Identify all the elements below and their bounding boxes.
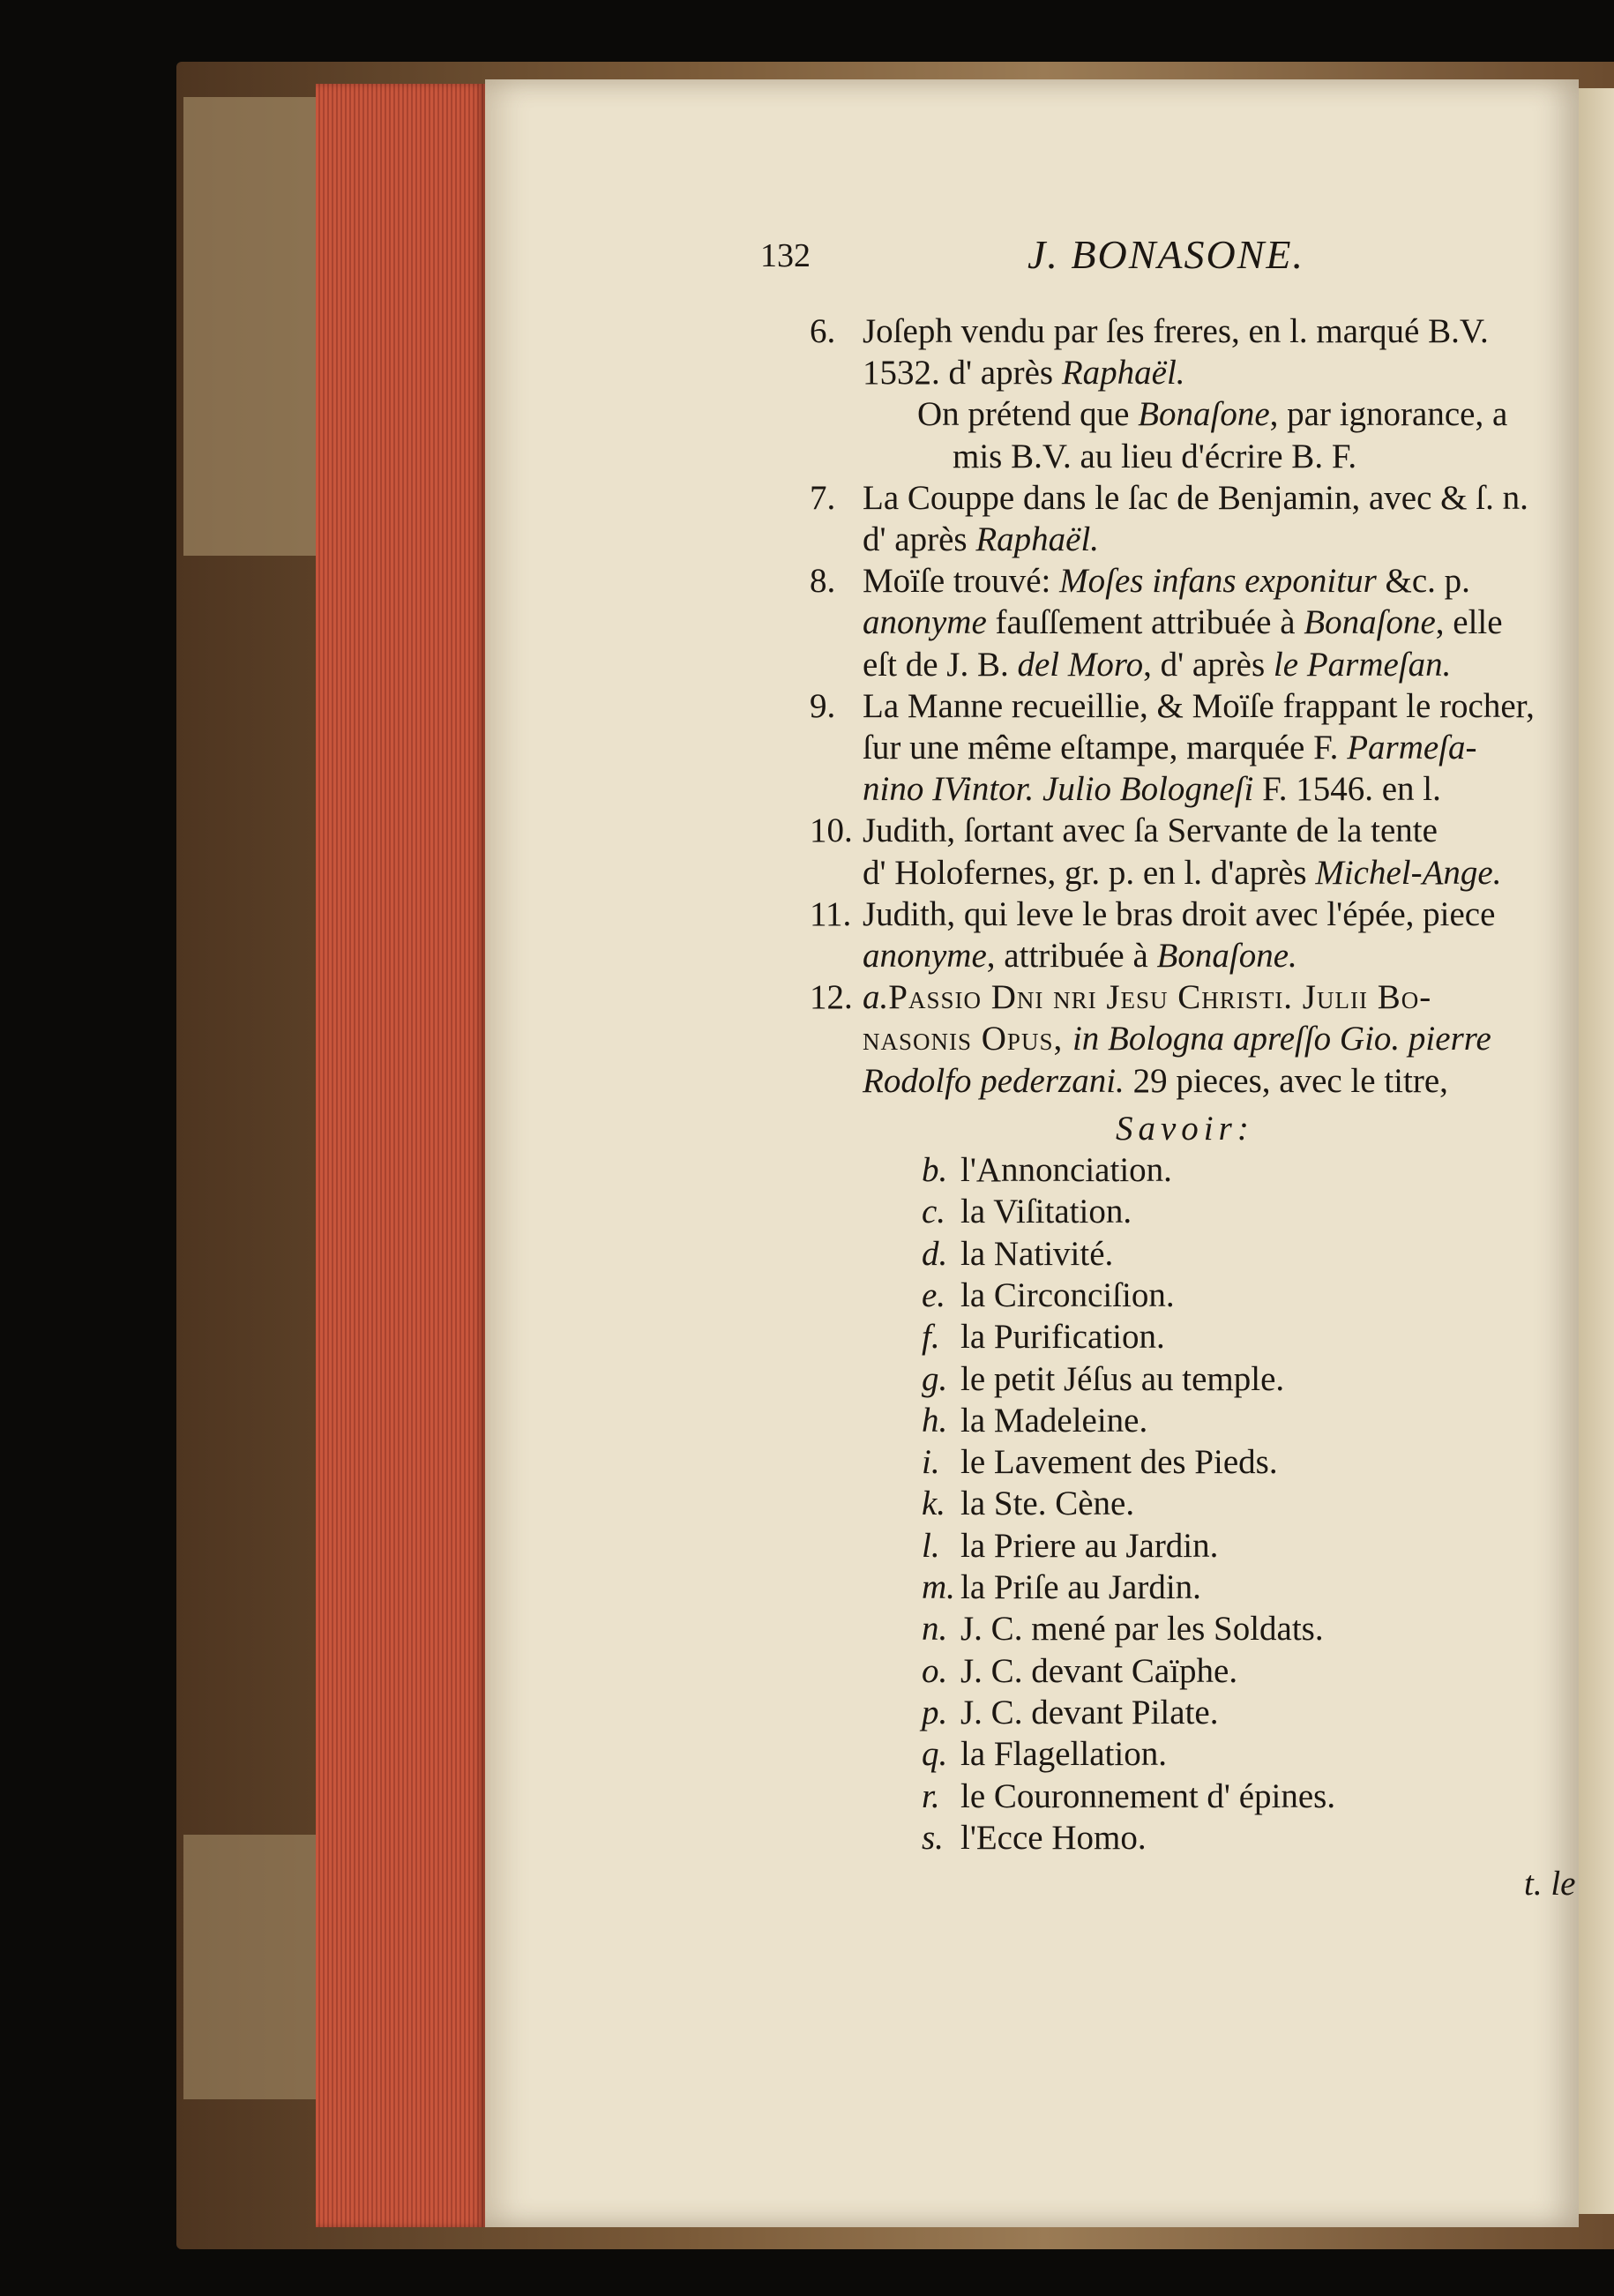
entry-line [863, 852, 1502, 894]
entry-line [810, 685, 1535, 728]
entry-number: 12. [810, 978, 853, 1017]
entry-line [810, 810, 1438, 852]
list-item [922, 1275, 1175, 1317]
item-text: la Circonciſion. [960, 1275, 1175, 1314]
entry-text: fauſſement attribuée à [986, 603, 1304, 642]
facing-page-edge [1579, 88, 1614, 2214]
item-letter: l. [922, 1526, 940, 1565]
item-text: la Ste. Cène. [960, 1485, 1135, 1523]
entry-number: 11. [810, 894, 852, 933]
page-number: 132 [760, 237, 811, 274]
entry-text: , d' après [1143, 645, 1274, 684]
entry-text: d' Holofernes, gr. p. en l. d'après [863, 853, 1316, 892]
entry-line [953, 436, 1356, 478]
catchword: t. le [1524, 1865, 1576, 1903]
entry-text: 29 pieces, avec le titre, [1124, 1061, 1448, 1100]
running-header: J. BONASONE. [1027, 232, 1305, 277]
item-text: J. C. devant Caïphe. [960, 1651, 1238, 1690]
entry-line [863, 935, 1297, 977]
entry-text: Judith, ſortant avec ſa Servante de la tente [863, 811, 1438, 850]
item-letter: k. [922, 1485, 946, 1523]
entry-text: On prétend que [917, 395, 1139, 434]
italic-text: le Parmeſan. [1273, 645, 1452, 684]
italic-text: Raphaël. [975, 520, 1100, 558]
italic-text: Moſes infans exponitur [1059, 562, 1377, 601]
italic-text: nino IVintor. Julio Bologneſi [863, 770, 1254, 809]
list-item [922, 1316, 1165, 1358]
item-letter: d. [922, 1234, 948, 1273]
entry-text: Judith, qui leve le bras droit avec l'épée, piece [863, 894, 1496, 933]
entry-text: Moïſe trouvé: [863, 562, 1060, 601]
entry-line [917, 393, 1507, 436]
entry-line [863, 352, 1185, 394]
item-text: la Flagellation. [960, 1735, 1167, 1774]
item-text: le Couronnement d' épines. [960, 1776, 1336, 1815]
italic-text: Bonaſone. [1156, 937, 1297, 975]
item-text: J. C. devant Pilate. [960, 1693, 1219, 1731]
item-text: l'Annonciation. [960, 1151, 1172, 1189]
item-text: J. C. mené par les Soldats. [960, 1610, 1324, 1649]
italic-text: Bonaſone [1138, 395, 1270, 434]
italic-text: Bonaſone [1304, 603, 1436, 642]
entry-number: 7. [810, 478, 836, 517]
list-item [922, 1191, 1132, 1233]
entry-text: , par ignorance, a [1269, 395, 1508, 434]
item-text: l'Ecce Homo. [960, 1818, 1147, 1857]
italic-text: Raphaël. [1061, 354, 1185, 393]
item-text: la Priere au Jardin. [960, 1526, 1219, 1565]
entry-line [810, 894, 1496, 936]
small-caps-text: Passio Dni nri Jesu Christi. Julii Bo- [888, 978, 1432, 1017]
list-item [922, 1149, 1172, 1192]
entry-text: mis B.V. au lieu d'écrire B. F. [953, 437, 1357, 475]
italic-text: anonyme [863, 937, 987, 975]
small-caps-text: nasonis Opus, [863, 1020, 1072, 1058]
list-item [922, 1233, 1113, 1275]
list-item [922, 1483, 1134, 1525]
item-letter: h. [922, 1401, 948, 1440]
item-text: le Lavement des Pieds. [960, 1443, 1278, 1482]
list-item [922, 1776, 1335, 1818]
spine-wear-top [183, 97, 316, 556]
entry-text: , attribuée à [986, 937, 1157, 975]
entry-line [863, 602, 1503, 644]
entry-line [863, 768, 1441, 811]
entry-number: 10. [810, 811, 853, 850]
italic-text: Michel-Ange. [1315, 853, 1502, 892]
item-letter: o. [922, 1651, 948, 1690]
entry-text: 1532. d' après [863, 354, 1062, 393]
item-letter: e. [922, 1275, 946, 1314]
red-page-edges [316, 84, 485, 2227]
item-letter: m. [922, 1568, 955, 1606]
entry-text: d' après [863, 520, 976, 558]
list-item [922, 1525, 1218, 1567]
item-letter: r. [922, 1776, 940, 1815]
entry-text: La Manne recueillie, & Moïſe frappant le rocher, [863, 686, 1535, 725]
list-item [922, 1692, 1218, 1734]
entry-line [863, 1018, 1491, 1060]
entry-line [810, 477, 1528, 520]
italic-text: in Bologna apreſſo Gio. pierre [1072, 1020, 1491, 1058]
item-letter: b. [922, 1151, 948, 1189]
italic-text: anonyme [863, 603, 987, 642]
italic-text: Parmeſa- [1347, 729, 1477, 767]
entry-text: &c. p. [1376, 562, 1470, 601]
item-text: le petit Jéſus au temple. [960, 1359, 1285, 1398]
list-item [922, 1441, 1278, 1484]
item-letter: f. [922, 1318, 940, 1357]
item-letter: s. [922, 1818, 944, 1857]
entry-text: La Couppe dans le ſac de Benjamin, avec & ſ. n. [863, 478, 1528, 517]
item-text: la Nativité. [960, 1234, 1114, 1273]
item-text: la Viſitation. [960, 1193, 1132, 1231]
item-letter: n. [922, 1610, 948, 1649]
savoir-heading: Savoir: [1116, 1110, 1254, 1148]
entry-line [863, 644, 1451, 686]
entry-number: 9. [810, 686, 836, 725]
entry-text: ſur une même eſtampe, marquée F. [863, 729, 1348, 767]
item-letter: p. [922, 1693, 948, 1731]
entry-line [810, 310, 1489, 353]
entry-number: 6. [810, 312, 836, 350]
entry-line [863, 727, 1477, 769]
list-item [922, 1817, 1147, 1859]
item-text: la Madeleine. [960, 1401, 1148, 1440]
item-letter: c. [922, 1193, 946, 1231]
list-item [922, 1400, 1147, 1442]
item-letter: q. [922, 1735, 948, 1774]
entry-line [863, 1060, 1448, 1103]
list-item [922, 1567, 1201, 1609]
list-item [922, 1608, 1324, 1650]
list-item [922, 1733, 1167, 1776]
italic-text: del Moro [1017, 645, 1144, 684]
item-text: la Purification. [960, 1318, 1165, 1357]
item-letter: i. [922, 1443, 940, 1482]
entry-line [810, 976, 1432, 1019]
entry-number: 8. [810, 562, 836, 601]
entry-line [863, 519, 1099, 561]
entry-text: eſt de J. B. [863, 645, 1018, 684]
item-text: la Priſe au Jardin. [960, 1568, 1201, 1606]
italic-text: Rodolfo pederzani. [863, 1061, 1125, 1100]
entry-text: Joſeph vendu par ſes freres, en l. marqué B.V. [863, 312, 1489, 350]
item-letter: g. [922, 1359, 948, 1398]
entry-text: F. 1546. en l. [1253, 770, 1441, 809]
spine-wear-bottom [183, 1835, 316, 2099]
list-item [922, 1650, 1237, 1693]
list-item [922, 1358, 1284, 1401]
entry-line [810, 560, 1470, 602]
italic-text: a. [863, 978, 889, 1017]
entry-text: , elle [1435, 603, 1503, 642]
